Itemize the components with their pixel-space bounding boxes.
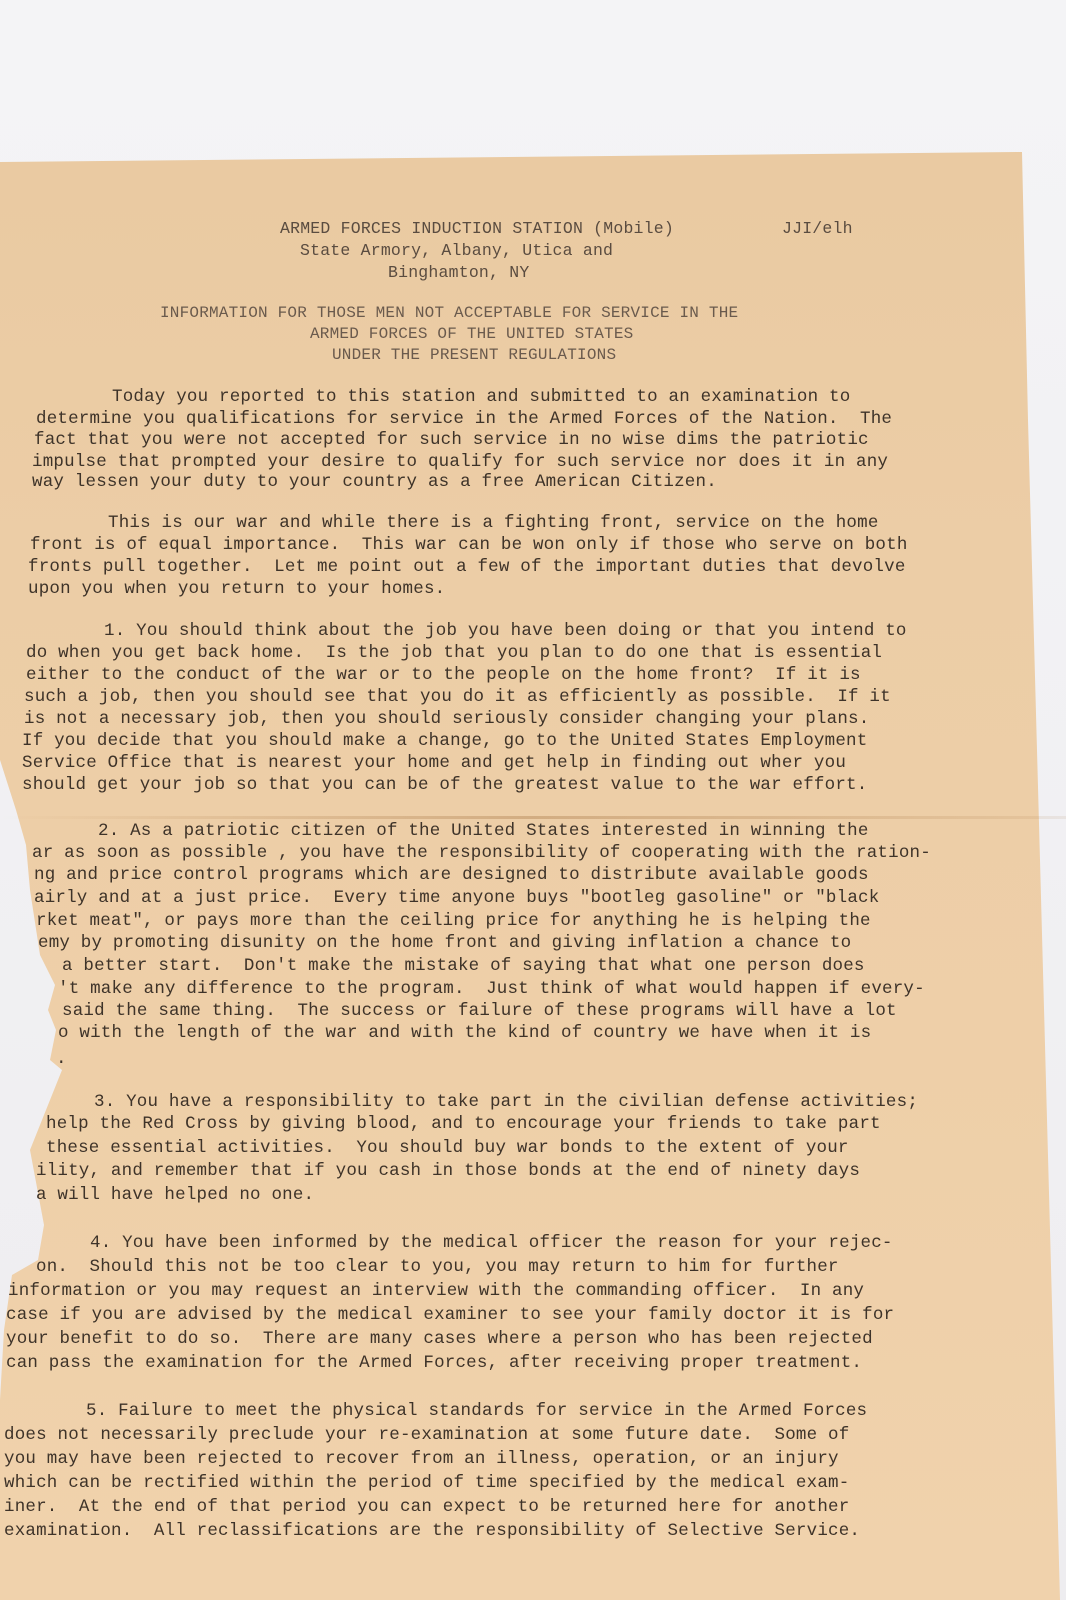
title-line-2: ARMED FORCES OF THE UNITED STATES [310,325,634,343]
item5-line-1: 5. Failure to meet the physical standards for service in the Armed Forces [86,1401,868,1421]
title-line-3: UNDER THE PRESENT REGULATIONS [332,346,617,364]
item4-line-1: 4. You have been informed by the medical officer the reason for your rejec- [90,1233,893,1253]
intro-line-2: determine you qualifications for service in the Armed Forces of the Nation. The [36,409,893,429]
item2-line-2: ar as soon as possible , you have the responsibility of cooperating with the ration- [32,843,931,863]
item5-line-5: iner. At the end of that period you can expect to be returned here for another [4,1497,850,1517]
item2-line-10: o with the length of the war and with the kind of country we have when it is [58,1023,872,1043]
item3-line-1: 3. You have a responsibility to take part in the civilian defense activities; [94,1092,919,1112]
item1-line-7: Service Office that is nearest your home and get help in finding out wher you [22,753,847,773]
reference-code: JJI/elh [782,219,853,238]
location-line-1: State Armory, Albany, Utica and [300,241,614,260]
item4-line-2: on. Should this not be too clear to you, you may return to him for further [36,1257,839,1277]
item2-line-6: emy by promoting disunity on the home front and giving inflation a chance to [38,933,852,953]
item2-line-7: a better start. Don't make the mistake of saying that what one person does [62,956,865,976]
intro-line-4: impulse that prompted your desire to qualify for such service nor does it in any [32,452,889,472]
item2-line-5: rket meat", or pays more than the ceiling price for anything he is helping the [36,911,871,931]
item1-line-5: is not a necessary job, then you should seriously consider changing your plans. [24,709,870,729]
intro-line-1: Today you reported to this station and submitted to an examination to [112,387,851,407]
item5-line-6: examination. All reclassifications are the responsibility of Selective Service. [4,1521,861,1541]
paper-fold-crease [0,816,1066,819]
war-line-4: upon you when you return to your homes. [28,579,446,599]
item1-line-2: do when you get back home. Is the job that you plan to do one that is essential [26,643,883,663]
station-name: ARMED FORCES INDUCTION STATION (Mobile) [280,219,674,238]
item2-line-11: . [56,1049,67,1069]
item1-line-1: 1. You should think about the job you have been doing or that you intend to [104,621,907,641]
item5-line-2: does not necessarily preclude your re-examination at some future date. Some of [4,1425,850,1445]
item3-line-2: help the Red Cross by giving blood, and to encourage your friends to take part [46,1114,881,1134]
item2-line-8: 't make any difference to the program. Just think of what would happen if every- [58,979,925,999]
war-line-1: This is our war and while there is a fighting front, service on the home [108,513,879,533]
item3-line-4: ility, and remember that if you cash in those bonds at the end of ninety days [36,1161,861,1181]
location-line-2: Binghamton, NY [388,263,530,282]
item4-line-3: information or you may request an interview with the commanding officer. In any [8,1281,865,1301]
item3-line-3: these essential activities. You should buy war bonds to the extent of your [46,1138,849,1158]
item1-line-4: such a job, then you should see that you do it as efficiently as possible. If it [24,687,891,707]
item2-line-1: 2. As a patriotic citizen of the United States interested in winning the [98,821,869,841]
item3-line-5: a will have helped no one. [36,1185,315,1205]
item5-line-3: you may have been rejected to recover from an illness, operation, or an injury [4,1449,839,1469]
item2-line-9: said the same thing. The success or failure of these programs will have a lot [62,1001,897,1021]
item2-line-3: ng and price control programs which are designed to distribute available goods [34,865,869,885]
item1-line-6: If you decide that you should make a change, go to the United States Employment [22,731,868,751]
title-line-1: INFORMATION FOR THOSE MEN NOT ACCEPTABLE FOR SERVICE IN THE [160,304,739,322]
item4-line-4: case if you are advised by the medical examiner to see your family doctor it is for [6,1305,895,1325]
item4-line-5: your benefit to do so. There are many cases where a person who has been rejected [6,1329,873,1349]
intro-line-3: fact that you were not accepted for such service in no wise dims the patriotic [34,430,869,450]
item1-line-8: should get your job so that you can be of the greatest value to the war effort. [22,775,868,795]
item4-line-6: can pass the examination for the Armed Forces, after receiving proper treatment. [6,1353,863,1373]
item1-line-3: either to the conduct of the war or to the people on the home front? If it is [26,665,861,685]
item5-line-4: which can be rectified within the period of time specified by the medical exam- [4,1473,850,1493]
item2-line-4: airly and at a just price. Every time anyone buys "bootleg gasoline" or "black [34,888,880,908]
war-line-2: front is of equal importance. This war can be won only if those who serve on both [30,535,908,555]
war-line-3: fronts pull together. Let me point out a few of the important duties that devolve [28,557,906,577]
intro-line-5: way lessen your duty to your country as a free American Citizen. [32,472,717,492]
